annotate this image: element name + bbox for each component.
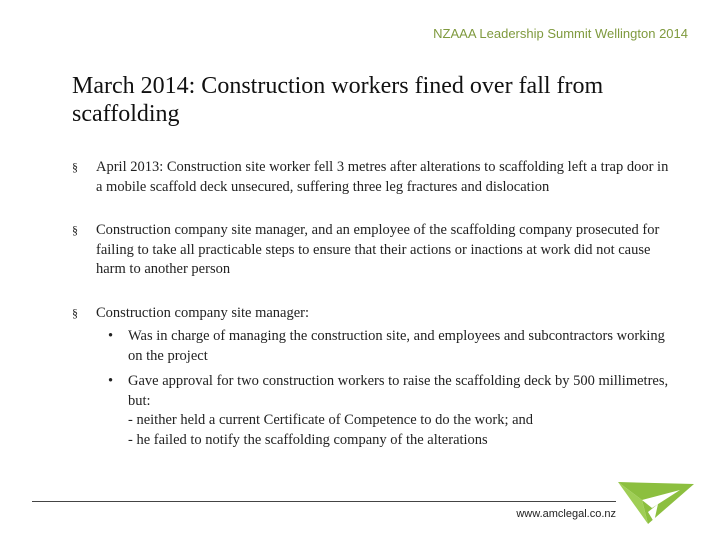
bullet-marker: §	[72, 305, 78, 320]
bullet-text: April 2013: Construction site worker fell 3 metres after alterations to scaffolding left a trap door in a mobile scaffold deck unsecured, suffering three leg fractures and dislocation	[96, 159, 669, 195]
footer-divider	[32, 501, 616, 502]
event-header: NZAAA Leadership Summit Wellington 2014	[433, 26, 688, 41]
paper-plane-logo-icon	[618, 482, 696, 526]
sub-bullet-item	[94, 372, 672, 450]
bullet-text: Construction company site manager, and an employee of the scaffolding company prosecuted for failing to take all practicable steps to ensure that their actions or inactions at work did not cause harm to another person	[96, 222, 660, 277]
sub-bullet-text: Gave approval for two construction workers to raise the scaffolding deck by 500 millimetres, but:	[128, 373, 669, 409]
sub-bullet-line: - neither held a current Certificate of Competence to do the work; and	[128, 412, 534, 428]
bullet-item	[72, 221, 672, 280]
sub-bullet-item	[94, 327, 672, 366]
bullet-marker: §	[72, 223, 78, 237]
bullet-text: Construction company site manager:	[96, 304, 310, 321]
bullet-item	[72, 304, 672, 324]
sub-bullet-text: Was in charge of managing the construction site, and employees and subcontractors working on the project	[128, 328, 665, 364]
sub-bullet-list	[72, 327, 672, 450]
bullet-item	[72, 158, 672, 197]
slide-title: March 2014: Construction workers fined over fall from scaffolding	[72, 73, 604, 127]
bullet-marker: §	[72, 160, 78, 174]
sub-bullet-marker: •	[108, 328, 114, 344]
sub-bullet-line: - he failed to notify the scaffolding company of the alterations	[128, 431, 488, 448]
footer-url: www.amclegal.co.nz	[516, 508, 616, 520]
slide-content	[72, 158, 672, 456]
sub-bullet-marker: •	[108, 373, 114, 389]
